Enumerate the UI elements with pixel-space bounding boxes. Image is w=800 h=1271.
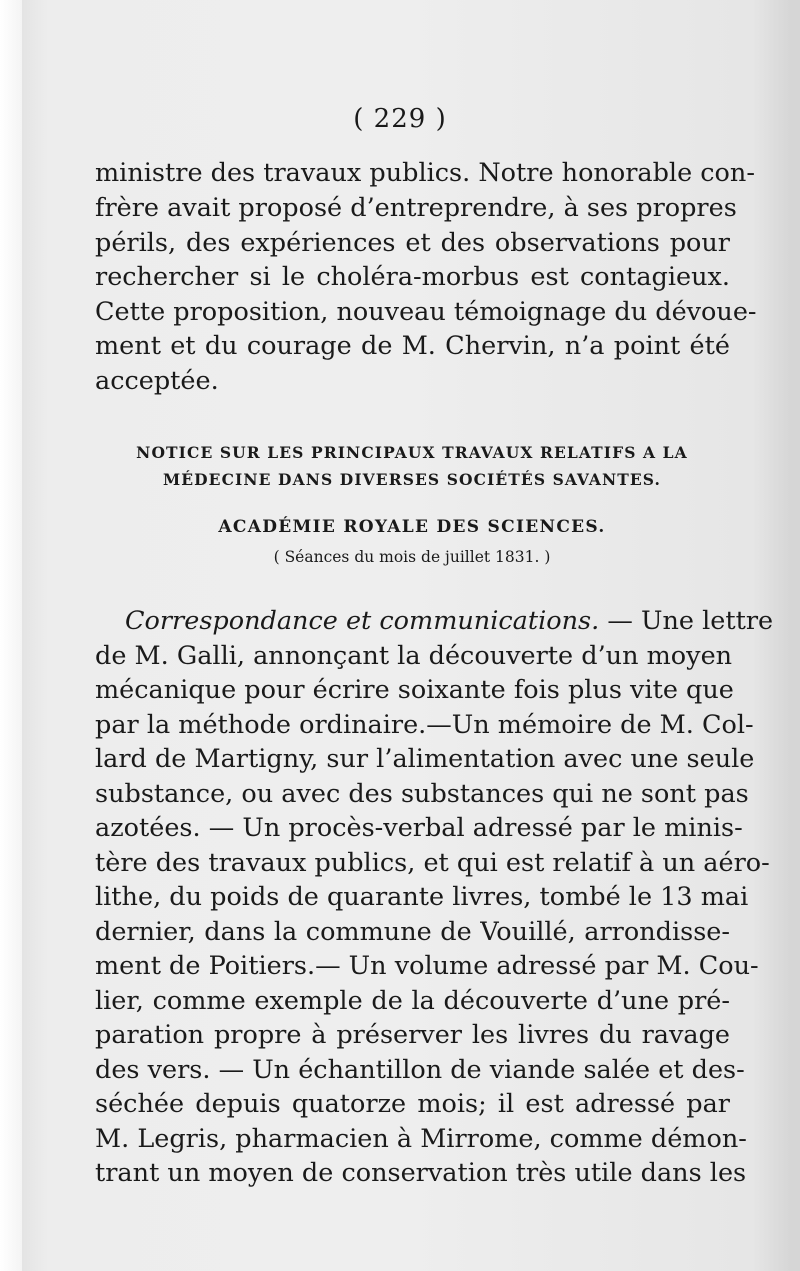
page-edge-right <box>792 0 800 1271</box>
paragraph-2-line-7: azotées. — Un procès-verbal adressé par le minis- <box>95 813 743 843</box>
session-note: ( Séances du mois de juillet 1831. ) <box>273 548 551 566</box>
paragraph-2-line-13: paration propre à préserver les livres du ravage <box>95 1020 730 1050</box>
paragraph-2-line-16: M. Legris, pharmacien à Mirrome, comme démon- <box>95 1124 747 1154</box>
paragraph-2-line-4: par la méthode ordinaire.—Un mémoire de M. Col- <box>95 710 754 740</box>
paragraph-1-line-1: ministre des travaux publics. Notre honorable con- <box>95 158 755 188</box>
paragraph-2-line-15: séchée depuis quatorze mois; il est adressé par <box>95 1089 730 1119</box>
paragraph-2-line-2: de M. Galli, annonçant la découverte d’un moyen <box>95 641 733 671</box>
paragraph-2-line-17: trant un moyen de conservation très utile dans les <box>95 1158 747 1188</box>
paragraph-2-line-10: dernier, dans la commune de Vouillé, arrondisse- <box>95 917 730 947</box>
paragraph-1-line-2: frère avait proposé d’entreprendre, à ses propres <box>95 193 737 223</box>
paragraph-2-line-12: lier, comme exemple de la découverte d’une pré- <box>95 986 730 1016</box>
paragraph-2-line-5: lard de Martigny, sur l’alimentation avec une seule <box>95 744 755 774</box>
section-lead-rest: — Une lettre <box>599 606 774 636</box>
paragraph-2-line-1 <box>95 604 774 638</box>
paragraph-1-line-3: périls, des expériences et des observations pour <box>95 228 730 258</box>
paragraph-2-line-6: substance, ou avec des substances qui ne sont pas <box>95 779 749 809</box>
academy-heading: ACADÉMIE ROYALE DES SCIENCES. <box>218 517 606 537</box>
paragraph-2-line-9: lithe, du poids de quarante livres, tombé le 13 mai <box>95 882 749 912</box>
paragraph-1-line-7: acceptée. <box>95 366 219 396</box>
page-number: ( 229 ) <box>353 104 447 134</box>
paragraph-2-line-11: ment de Poitiers.— Un volume adressé par M. Cou- <box>95 951 759 981</box>
paragraph-1-line-6: ment et du courage de M. Chervin, n’a point été <box>95 331 730 361</box>
section-lead-italic: Correspondance et communications. <box>125 606 600 636</box>
paragraph-2-line-8: tère des travaux publics, et qui est relatif à un aéro- <box>95 848 770 878</box>
notice-heading-line-1: NOTICE SUR LES PRINCIPAUX TRAVAUX RELATIFS A LA <box>136 443 688 462</box>
paragraph-2-line-14: des vers. — Un échantillon de viande salée et des- <box>95 1055 745 1085</box>
paragraph-1-line-4: rechercher si le choléra-morbus est contagieux. <box>95 262 730 292</box>
paragraph-1-line-5: Cette proposition, nouveau témoignage du dévoue- <box>95 297 757 327</box>
paragraph-2-line-3: mécanique pour écrire soixante fois plus vite que <box>95 675 734 705</box>
notice-heading-line-2: MÉDECINE DANS DIVERSES SOCIÉTÉS SAVANTES. <box>162 470 662 489</box>
page-margin-left <box>0 0 22 1271</box>
